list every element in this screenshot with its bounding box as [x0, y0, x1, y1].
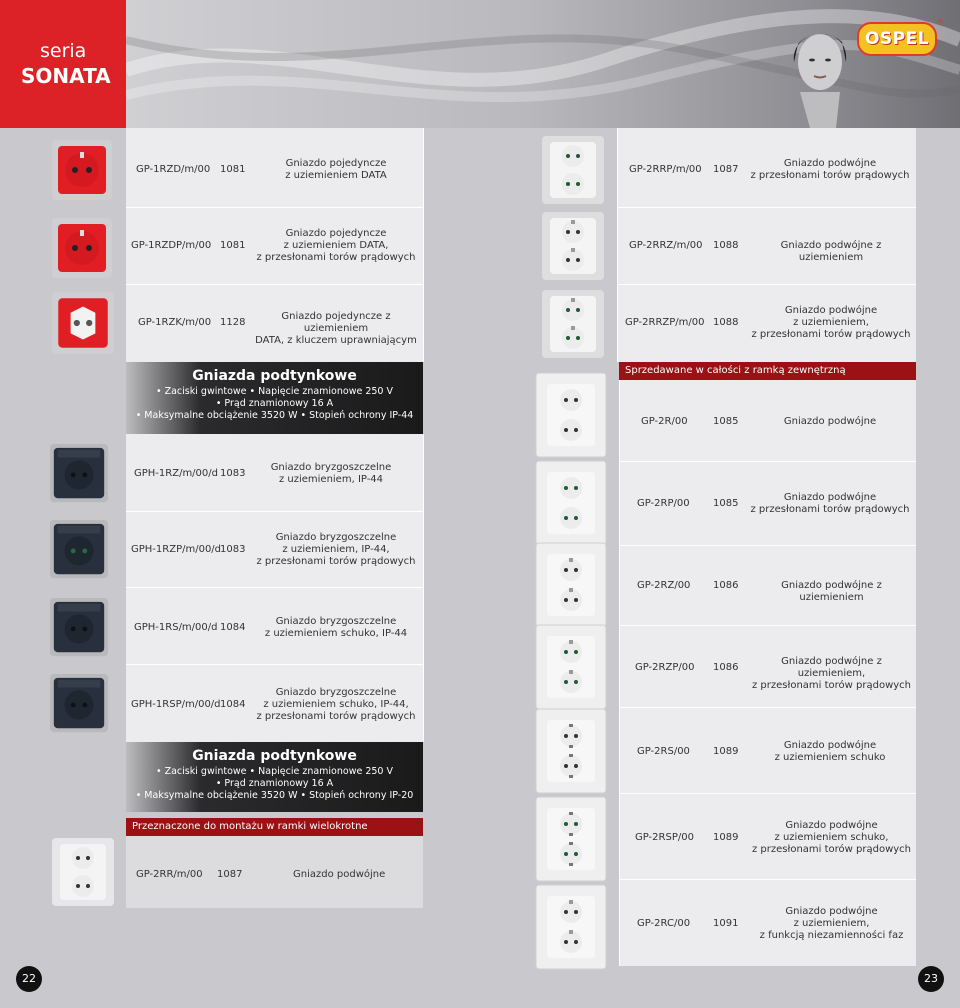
product-code: GP-2RP/00 [637, 498, 690, 509]
product-description: Gniazdo podwójne z przesłonami torów prądowych [750, 492, 910, 515]
table-row [126, 208, 423, 285]
product-number: 1081 [220, 240, 246, 251]
table-row [617, 208, 916, 285]
product-description: Gniazdo bryzgoszczelne z uziemieniem, IP-44 [270, 462, 392, 485]
ospel-logo [857, 22, 937, 56]
table-row [126, 588, 423, 665]
section-header [126, 742, 423, 812]
white-double-shutter-icon [540, 134, 606, 206]
logo-text: OSPEL [864, 29, 930, 49]
product-number: 1091 [713, 918, 739, 929]
table-row [126, 285, 423, 362]
product-description: Gniazdo podwójne [293, 869, 386, 880]
product-code: GP-2RC/00 [637, 918, 691, 929]
product-description: Gniazdo podwójne [783, 416, 877, 427]
product-description: Gniazdo podwójne z uziemieniem, z funkcją niezamienności faz [759, 906, 904, 941]
product-number: 1087 [217, 869, 243, 880]
product-number: 1081 [220, 164, 246, 175]
product-code: GP-2R/00 [641, 416, 688, 427]
model-photo [780, 22, 860, 128]
product-number: 1089 [713, 832, 739, 843]
white-double-earth-icon [540, 210, 606, 282]
section-spec-line: • Prąd znamionowy 16 A [215, 398, 334, 409]
dark-socket-shutter-icon [48, 518, 110, 580]
product-code: GP-2RRP/m/00 [629, 164, 702, 175]
white-double-earth-shutter-icon [540, 288, 606, 360]
table-row [126, 434, 423, 512]
product-code: GP-2RR/m/00 [136, 869, 203, 880]
table-row [619, 708, 916, 794]
product-description: Gniazdo podwójne z uziemieniem, z przesłonami torów prądowych [751, 656, 911, 691]
product-code: GP-1RZD/m/00 [136, 164, 211, 175]
section-title: Gniazda podtynkowe [192, 368, 357, 384]
page-number-left: 22 [16, 966, 42, 992]
series-box [0, 0, 126, 128]
table-row [617, 285, 916, 362]
dark-socket-icon [48, 442, 110, 504]
framed-double-earth-icon [535, 542, 607, 628]
section-spec-line: • Maksymalne obciążenie 3520 W • Stopień ochrony IP-20 [135, 790, 414, 801]
info-strip: Przeznaczone do montażu w ramki wielokrotne [126, 818, 423, 836]
framed-double-socket-icon [535, 372, 607, 458]
product-number: 1083 [220, 468, 246, 479]
framed-double-phase-icon [535, 884, 607, 970]
red-socket-key-icon [50, 290, 116, 356]
framed-double-earth-shutter-icon [535, 624, 607, 710]
table-row [619, 462, 916, 546]
dark-schuko-shutter-icon [48, 672, 110, 734]
registered-mark: ® [936, 18, 945, 28]
product-code: GP-2RRZP/m/00 [625, 317, 705, 328]
red-socket-icon [50, 138, 114, 202]
product-number: 1088 [713, 317, 739, 328]
table-row [126, 665, 423, 742]
product-code: GP-2RSP/00 [635, 832, 694, 843]
section-spec-line: • Prąd znamionowy 16 A [215, 778, 334, 789]
table-row [619, 626, 916, 708]
left-divider [423, 128, 424, 362]
table-row [126, 512, 423, 588]
table-row [619, 880, 916, 966]
product-description: Gniazdo podwójne z uziemieniem [780, 240, 882, 263]
dark-schuko-icon [48, 596, 110, 658]
page-number-right: 23 [918, 966, 944, 992]
product-code: GP-1RZK/m/00 [138, 317, 212, 328]
product-number: 1088 [713, 240, 739, 251]
red-socket-shutter-icon [50, 216, 114, 280]
section-title: Gniazda podtynkowe [192, 748, 357, 764]
product-description: Gniazdo podwójne z uziemieniem [781, 580, 882, 603]
product-code: GP-1RZDP/m/00 [131, 240, 212, 251]
product-code: GPH-1RZ/m/00/d [134, 468, 218, 479]
series-name: SONATA [21, 64, 111, 88]
table-row [619, 546, 916, 626]
product-description: Gniazdo pojedyncze z uziemieniem DATA, z przesłonami torów prądowych [256, 228, 416, 263]
product-code: GPH-1RS/m/00/d [134, 622, 218, 633]
section-spec-line: • Zaciski gwintowe • Napięcie znamionowe 250 V [155, 766, 393, 777]
table-row [126, 128, 423, 208]
product-description: Gniazdo podwójne z przesłonami torów prądowych [750, 158, 910, 181]
product-description: Gniazdo podwójne z uziemieniem schuko, z przesłonami torów prądowych [751, 820, 911, 855]
product-number: 1089 [713, 746, 739, 757]
product-code: GPH-1RSP/m/00/d [131, 699, 221, 710]
product-description: Gniazdo pojedyncze z uziemieniem DATA [285, 158, 387, 181]
product-number: 1084 [220, 699, 246, 710]
product-number: 1085 [713, 498, 739, 509]
section-spec-line: • Maksymalne obciążenie 3520 W • Stopień ochrony IP-44 [135, 410, 414, 421]
product-number: 1085 [713, 416, 739, 427]
product-code: GPH-1RZP/m/00/d [131, 544, 222, 555]
product-description: Gniazdo bryzgoszczelne z uziemieniem schuko, IP-44 [264, 616, 408, 639]
table-row [619, 380, 916, 462]
framed-double-schuko-icon [535, 708, 607, 794]
section-spec-line: • Zaciski gwintowe • Napięcie znamionowe 250 V [155, 386, 393, 397]
product-code: GP-2RS/00 [637, 746, 690, 757]
product-number: 1083 [220, 544, 246, 555]
product-code: GP-2RZP/00 [635, 662, 695, 673]
product-number: 1087 [713, 164, 739, 175]
table-row [617, 128, 916, 208]
section-header [126, 362, 423, 434]
product-description: Gniazdo bryzgoszczelne z uziemieniem schuko, IP-44, z przesłonami torów prądowych [256, 687, 416, 722]
product-number: 1086 [713, 662, 739, 673]
product-code: GP-2RZ/00 [637, 580, 691, 591]
product-description: Gniazdo pojedyncze z uziemieniem DATA, z kluczem uprawniającym [255, 311, 417, 346]
left-divider [423, 434, 424, 742]
product-description: Gniazdo podwójne z uziemieniem schuko [774, 740, 886, 763]
product-description: Gniazdo bryzgoszczelne z uziemieniem, IP-44, z przesłonami torów prądowych [256, 532, 416, 567]
framed-double-shutter-icon [535, 460, 607, 546]
info-strip: Sprzedawane w całości z ramką zewnętrzną [619, 362, 916, 380]
product-description: Gniazdo podwójne z uziemieniem, z przesłonami torów prądowych [751, 305, 911, 340]
product-number: 1128 [220, 317, 246, 328]
series-label: seria [40, 40, 87, 62]
product-number: 1086 [713, 580, 739, 591]
framed-double-schuko-shutter-icon [535, 796, 607, 882]
product-number: 1084 [220, 622, 246, 633]
table-row [619, 794, 916, 880]
product-code: GP-2RRZ/m/00 [629, 240, 703, 251]
white-double-socket-icon [50, 836, 116, 908]
